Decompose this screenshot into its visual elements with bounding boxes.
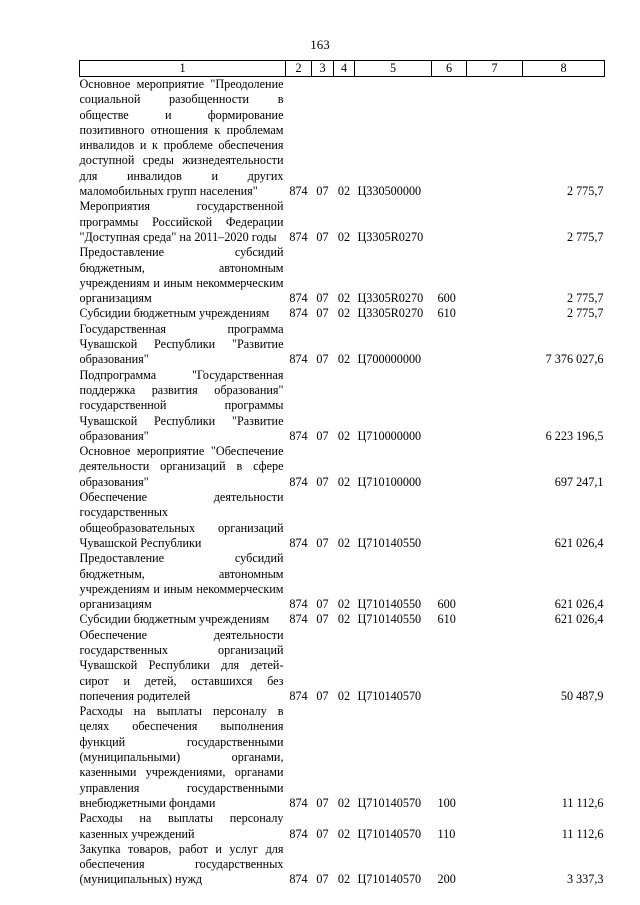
row-grbs-code: 874 [289,474,308,489]
page-number: 163 [310,37,330,52]
row-grbs-code: 874 [289,688,308,703]
table-row [80,444,605,490]
row-name: Мероприятия государственной программы Российской Федерации "Доступная среда" на 2011–2020 годы [79,199,284,244]
row-name: Закупка товаров, работ и услуг для обеспечения государственных (муниципальных) нужд [79,841,284,887]
row-section-code: 07 [316,597,329,612]
table-row [80,199,605,245]
row-col7 [467,322,523,368]
row-col7 [467,444,523,490]
row-col7 [467,306,523,321]
row-target-article-code: Ц710140570 [357,795,422,810]
row-expense-type-code: 610 [437,612,456,627]
table-row [80,551,605,612]
table-row [80,811,605,842]
row-amount: 11 112,6 [561,826,604,841]
row-grbs-code: 874 [289,229,308,244]
row-col7 [467,199,523,245]
row-grbs-code: 874 [289,795,308,810]
row-expense-type-code [432,322,467,368]
row-subsection-code: 02 [337,535,351,550]
row-amount: 621 026,4 [554,612,604,627]
row-col7 [467,628,523,704]
row-col7 [467,245,523,306]
row-section-code: 07 [316,795,329,810]
table-row [80,245,605,306]
table-row [80,490,605,551]
row-amount: 7 376 027,6 [545,352,604,367]
row-name: Основное мероприятие "Обеспечение деятельности организаций в сфере образования" [79,444,284,489]
header-col-1: 1 [80,61,286,77]
row-amount: 2 775,7 [566,229,604,244]
row-section-code: 07 [316,612,329,627]
row-name: Расходы на выплаты персоналу казенных учреждений [79,811,284,841]
row-subsection-code: 02 [337,474,351,489]
row-amount: 2 775,7 [566,306,604,321]
row-name: Расходы на выплаты персоналу в целях обеспечения выполнения функций государственными (муниципальными) органами, казенными учреждениями, органами управления государственными внебюджетными фондами [79,704,284,810]
row-subsection-code: 02 [337,352,351,367]
row-subsection-code: 02 [337,428,351,443]
row-section-code: 07 [316,826,329,841]
row-expense-type-code [432,444,467,490]
row-section-code: 07 [316,872,329,887]
row-grbs-code: 874 [289,612,308,627]
table-row [80,77,605,200]
budget-table [79,60,605,888]
row-col7 [467,704,523,811]
row-section-code: 07 [316,535,329,550]
row-name: Предоставление субсидий бюджетным, автономным учреждениям и иным некоммерческим организациям [79,245,284,306]
row-subsection-code: 02 [337,872,351,887]
row-col7 [467,551,523,612]
row-grbs-code: 874 [289,352,308,367]
header-col-8: 8 [523,61,605,77]
header-col-5: 5 [355,61,432,77]
row-target-article-code: Ц710140550 [357,535,422,550]
table-header [80,61,605,77]
header-col-2: 2 [286,61,312,77]
row-target-article-code: Ц710140570 [357,826,422,841]
row-grbs-code: 874 [289,306,308,321]
row-target-article-code: Ц3305R0270 [357,229,424,244]
row-section-code: 07 [316,291,329,306]
row-target-article-code: Ц710140570 [357,688,422,703]
row-target-article-code: Ц710140550 [357,612,422,627]
row-section-code: 07 [316,688,329,703]
row-section-code: 07 [316,474,329,489]
row-amount: 2 775,7 [566,291,604,306]
row-subsection-code: 02 [337,688,351,703]
row-section-code: 07 [316,428,329,443]
row-target-article-code: Ц710100000 [357,474,422,489]
row-name: Государственная программа Чувашской Республики "Развитие образования" [79,321,284,367]
row-name: Обеспечение деятельности государственных общеобразовательных организаций Чувашской Республики [79,490,284,550]
row-target-article-code: Ц700000000 [357,352,422,367]
row-expense-type-code: 110 [437,826,456,841]
row-grbs-code: 874 [289,872,308,887]
row-amount: 2 775,7 [566,184,604,199]
row-expense-type-code [432,199,467,245]
row-amount: 3 337,3 [566,872,604,887]
row-amount: 50 487,9 [560,688,604,703]
row-subsection-code: 02 [337,795,351,810]
row-target-article-code: Ц330500000 [357,184,422,199]
header-col-4: 4 [334,61,355,77]
row-target-article-code: Ц710000000 [357,428,422,443]
row-amount: 6 223 196,5 [545,428,604,443]
row-expense-type-code [432,628,467,704]
row-section-code: 07 [316,229,329,244]
table-row [80,842,605,888]
table-row [80,368,605,444]
row-expense-type-code [432,368,467,444]
row-subsection-code: 02 [337,612,351,627]
row-section-code: 07 [316,352,329,367]
row-subsection-code: 02 [337,184,351,199]
row-expense-type-code: 600 [437,597,456,612]
row-grbs-code: 874 [289,428,308,443]
row-grbs-code: 874 [289,597,308,612]
row-col7 [467,368,523,444]
row-expense-type-code: 600 [437,291,456,306]
row-amount: 697 247,1 [554,474,604,489]
row-name: Предоставление субсидий бюджетным, автономным учреждениям и иным некоммерческим организациям [79,551,284,612]
table-row [80,612,605,627]
table-row [80,322,605,368]
row-subsection-code: 02 [337,229,351,244]
row-subsection-code: 02 [337,306,351,321]
row-grbs-code: 874 [289,535,308,550]
row-subsection-code: 02 [337,291,351,306]
row-grbs-code: 874 [289,826,308,841]
row-subsection-code: 02 [337,826,351,841]
row-target-article-code: Ц710140570 [357,872,422,887]
row-amount: 621 026,4 [554,597,604,612]
table-row [80,628,605,704]
row-amount: 621 026,4 [554,535,604,550]
table-body [80,77,605,888]
row-expense-type-code [432,490,467,551]
row-grbs-code: 874 [289,291,308,306]
row-col7 [467,77,523,200]
row-col7 [467,490,523,551]
header-row [80,61,605,77]
row-target-article-code: Ц3305R0270 [357,291,424,306]
row-col7 [467,842,523,888]
header-col-7: 7 [467,61,523,77]
table-row [80,306,605,321]
row-expense-type-code: 100 [437,795,456,810]
row-grbs-code: 874 [289,184,308,199]
row-name: Обеспечение деятельности государственных организаций Чувашской Республики для детей-сирот и детей, оставшихся без попечения родителей [79,627,284,703]
row-col7 [467,612,523,627]
row-name: Субсидии бюджетным учреждениям [79,306,270,321]
row-subsection-code: 02 [337,597,351,612]
row-name: Субсидии бюджетным учреждениям [79,612,270,627]
row-name: Подпрограмма "Государственная поддержка развития образования" государственной программы Чувашской Республики "Развитие образования" [79,367,284,443]
row-section-code: 07 [316,184,329,199]
row-expense-type-code: 200 [437,872,456,887]
row-expense-type-code [432,77,467,200]
row-amount: 11 112,6 [561,795,604,810]
row-expense-type-code: 610 [437,306,456,321]
row-name: Основное мероприятие "Преодоление социальной разобщенности в обществе и формирование позитивного отношения к проблемам инвалидов и к проблеме обеспечения доступной среды жизнедеятельности для инвалидов и других маломобильных групп населения" [79,77,284,199]
row-target-article-code: Ц3305R0270 [357,306,424,321]
header-col-3: 3 [312,61,334,77]
row-col7 [467,811,523,842]
table-row [80,704,605,811]
row-target-article-code: Ц710140550 [357,597,422,612]
row-section-code: 07 [316,306,329,321]
header-col-6: 6 [432,61,467,77]
